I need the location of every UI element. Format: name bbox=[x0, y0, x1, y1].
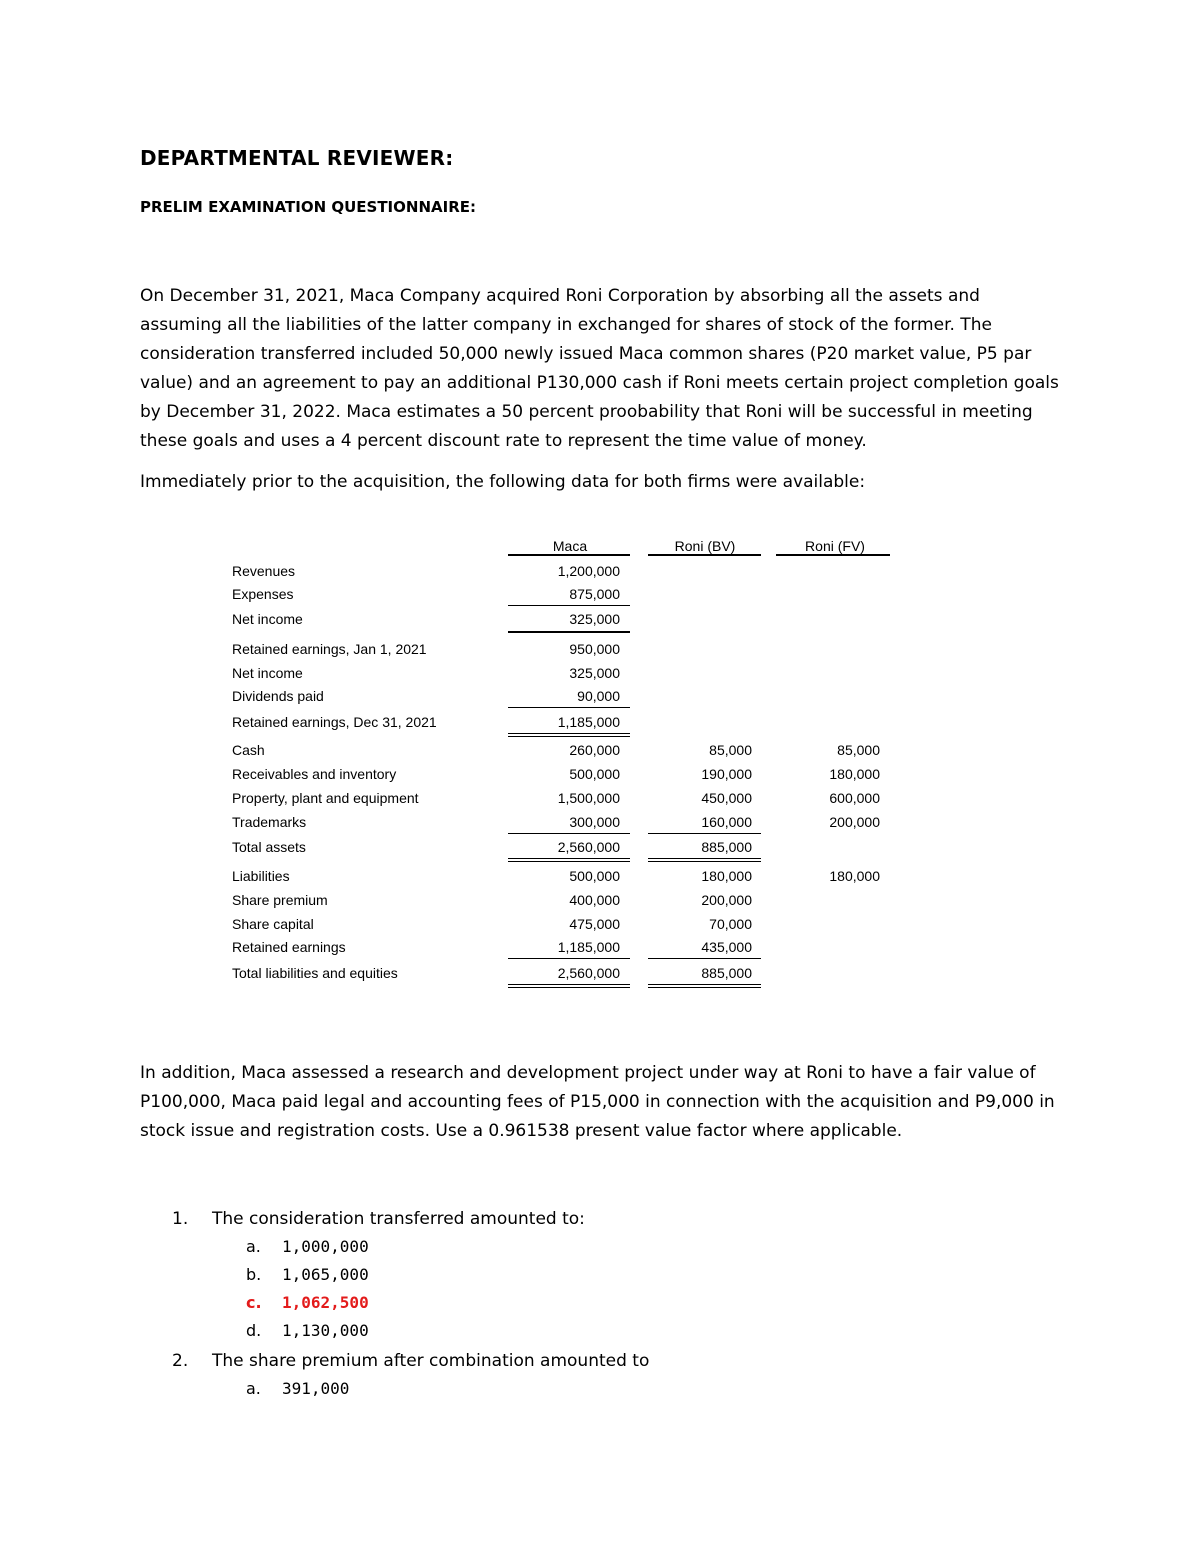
rule bbox=[508, 833, 630, 834]
cell-maca: 1,200,000 bbox=[557, 563, 620, 579]
cell-maca: 2,560,000 bbox=[557, 839, 620, 855]
question-number: 1. bbox=[172, 1209, 189, 1229]
cell-maca: 475,000 bbox=[569, 916, 620, 932]
cell-maca: 500,000 bbox=[569, 766, 620, 782]
row-label: Total liabilities and equities bbox=[232, 965, 398, 981]
option-letter: c. bbox=[246, 1293, 262, 1312]
cell-roni-bv: 885,000 bbox=[701, 965, 752, 981]
row-label: Revenues bbox=[232, 563, 296, 579]
question-1 bbox=[172, 1208, 585, 1230]
double-rule bbox=[648, 984, 761, 988]
row-label: Liabilities bbox=[232, 868, 290, 884]
row-label: Receivables and inventory bbox=[232, 766, 397, 782]
option-b[interactable] bbox=[246, 1264, 369, 1286]
rule bbox=[648, 833, 761, 834]
option-value: 1,062,500 bbox=[282, 1293, 369, 1312]
row-label: Dividends paid bbox=[232, 688, 324, 704]
cell-roni-bv: 885,000 bbox=[701, 839, 752, 855]
cell-roni-fv: 600,000 bbox=[829, 790, 880, 806]
cell-maca: 1,185,000 bbox=[557, 714, 620, 730]
option-letter: b. bbox=[246, 1265, 262, 1284]
question-number: 2. bbox=[172, 1351, 189, 1371]
cell-roni-bv: 160,000 bbox=[701, 814, 752, 830]
row-label: Total assets bbox=[232, 839, 306, 855]
page-title: DEPARTMENTAL REVIEWER: bbox=[140, 146, 454, 170]
option-value: 1,000,000 bbox=[282, 1237, 369, 1256]
rule bbox=[508, 631, 630, 633]
page-subtitle: PRELIM EXAMINATION QUESTIONNAIRE: bbox=[140, 198, 476, 216]
row-label: Cash bbox=[232, 742, 265, 758]
option-letter: a. bbox=[246, 1379, 261, 1398]
cell-maca: 875,000 bbox=[569, 586, 620, 602]
option-value: 1,065,000 bbox=[282, 1265, 369, 1284]
header-roni-fv: Roni (FV) bbox=[805, 538, 865, 554]
header-rule-roni-fv bbox=[776, 554, 890, 556]
option-c-answer[interactable] bbox=[246, 1292, 369, 1314]
option-letter: a. bbox=[246, 1237, 261, 1256]
additional-paragraph: In addition, Maca assessed a research and development project under way at Roni to have a fair value of P100,000, Maca paid legal and accounting fees of P15,000 in connection with the acquisition and P9,000 in stock issue and registration costs. Use a 0.961538 present value factor where applicable. bbox=[140, 1063, 1055, 1141]
header-maca: Maca bbox=[552, 538, 588, 554]
cell-roni-bv: 450,000 bbox=[701, 790, 752, 806]
row-label: Share premium bbox=[232, 892, 328, 908]
cell-roni-fv: 180,000 bbox=[829, 766, 880, 782]
cell-roni-bv: 200,000 bbox=[701, 892, 752, 908]
cell-maca: 2,560,000 bbox=[557, 965, 620, 981]
option-value: 1,130,000 bbox=[282, 1321, 369, 1340]
cell-maca: 300,000 bbox=[569, 814, 620, 830]
header-rule-roni-bv bbox=[648, 554, 761, 556]
row-label: Trademarks bbox=[232, 814, 307, 830]
cell-roni-bv: 180,000 bbox=[701, 868, 752, 884]
cell-roni-fv: 180,000 bbox=[829, 868, 880, 884]
rule bbox=[508, 605, 630, 606]
row-label: Retained earnings bbox=[232, 939, 346, 955]
double-rule bbox=[508, 733, 630, 737]
cell-maca: 1,500,000 bbox=[557, 790, 620, 806]
rule bbox=[648, 958, 761, 959]
option-letter: d. bbox=[246, 1321, 262, 1340]
question-text: The share premium after combination amounted to bbox=[212, 1351, 650, 1371]
cell-maca: 400,000 bbox=[569, 892, 620, 908]
row-label: Expenses bbox=[232, 586, 294, 602]
header-rule-maca bbox=[508, 554, 630, 556]
rule bbox=[508, 707, 630, 708]
double-rule bbox=[508, 858, 630, 862]
intro-paragraph: On December 31, 2021, Maca Company acquired Roni Corporation by absorbing all the assets and assuming all the liabilities of the latter company in exchanged for shares of stock of the former. The consideration transferred included 50,000 newly issued Maca common shares (P20 market value, P5 par value) and an agreement to pay an additional P130,000 cash if Roni meets certain project completion goals by December 31, 2022. Maca estimates a 50 percent proobability that Roni will be successful in meeting these goals and uses a 4 percent discount rate to represent the time value of money. bbox=[140, 286, 1059, 451]
cell-roni-fv: 85,000 bbox=[837, 742, 880, 758]
cell-roni-fv: 200,000 bbox=[829, 814, 880, 830]
cell-maca: 1,185,000 bbox=[557, 939, 620, 955]
cell-roni-bv: 435,000 bbox=[701, 939, 752, 955]
header-roni-bv: Roni (BV) bbox=[674, 538, 736, 554]
cell-maca: 500,000 bbox=[569, 868, 620, 884]
cell-roni-bv: 190,000 bbox=[701, 766, 752, 782]
option-a[interactable] bbox=[246, 1378, 349, 1400]
double-rule bbox=[648, 858, 761, 862]
rule bbox=[508, 958, 630, 959]
row-label: Retained earnings, Jan 1, 2021 bbox=[232, 641, 427, 657]
double-rule bbox=[508, 984, 630, 988]
option-a[interactable] bbox=[246, 1236, 369, 1258]
option-value: 391,000 bbox=[282, 1379, 350, 1398]
row-label: Net income bbox=[232, 611, 303, 627]
cell-maca: 325,000 bbox=[569, 665, 620, 681]
cell-maca: 260,000 bbox=[569, 742, 620, 758]
row-label: Net income bbox=[232, 665, 303, 681]
cell-roni-bv: 85,000 bbox=[709, 742, 752, 758]
row-label: Share capital bbox=[232, 916, 314, 932]
cell-maca: 325,000 bbox=[569, 611, 620, 627]
question-2 bbox=[172, 1350, 649, 1372]
cell-roni-bv: 70,000 bbox=[709, 916, 752, 932]
row-label: Property, plant and equipment bbox=[232, 790, 419, 806]
question-text: The consideration transferred amounted to: bbox=[212, 1209, 585, 1229]
row-label: Retained earnings, Dec 31, 2021 bbox=[232, 714, 437, 730]
cell-maca: 90,000 bbox=[577, 688, 620, 704]
option-d[interactable] bbox=[246, 1320, 369, 1342]
cell-maca: 950,000 bbox=[569, 641, 620, 657]
lead-paragraph: Immediately prior to the acquisition, the following data for both firms were available: bbox=[140, 472, 866, 492]
